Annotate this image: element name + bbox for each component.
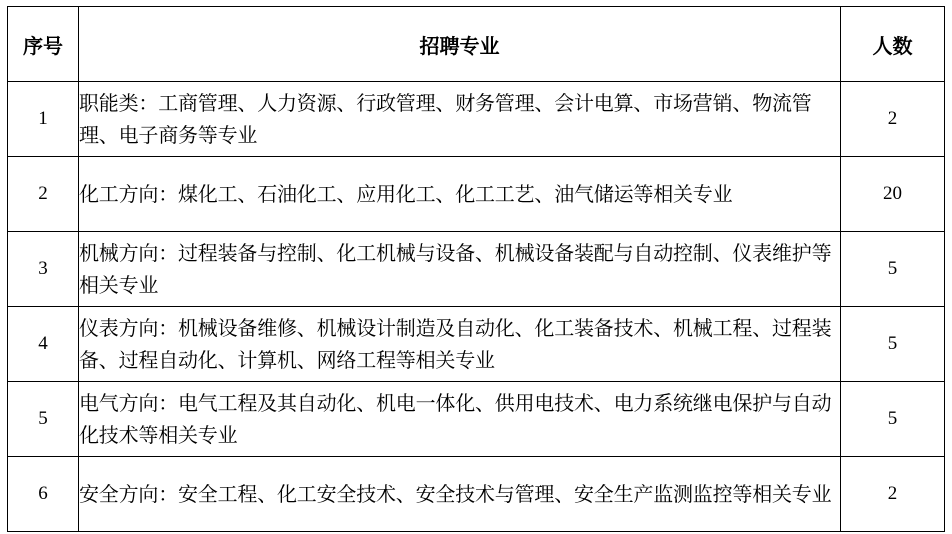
row-number: 3 <box>8 232 79 307</box>
table-row <box>8 232 945 307</box>
row-count: 20 <box>841 157 945 232</box>
header-major: 招聘专业 <box>79 7 841 82</box>
table-row <box>8 382 945 457</box>
row-number: 5 <box>8 382 79 457</box>
row-number: 2 <box>8 157 79 232</box>
row-count: 5 <box>841 382 945 457</box>
table-row <box>8 157 945 232</box>
row-count: 5 <box>841 232 945 307</box>
row-number: 4 <box>8 307 79 382</box>
row-count: 2 <box>841 457 945 532</box>
header-no: 序号 <box>8 7 79 82</box>
recruitment-table <box>7 6 945 532</box>
row-number: 1 <box>8 82 79 157</box>
row-major: 安全方向：安全工程、化工安全技术、安全技术与管理、安全生产监测监控等相关专业 <box>79 457 841 532</box>
header-count: 人数 <box>841 7 945 82</box>
table-row <box>8 457 945 532</box>
row-major: 机械方向：过程装备与控制、化工机械与设备、机械设备装配与自动控制、仪表维护等相关专业 <box>79 232 841 307</box>
table-row <box>8 82 945 157</box>
row-major: 仪表方向：机械设备维修、机械设计制造及自动化、化工装备技术、机械工程、过程装备、过程自动化、计算机、网络工程等相关专业 <box>79 307 841 382</box>
row-count: 2 <box>841 82 945 157</box>
row-count: 5 <box>841 307 945 382</box>
row-major: 化工方向：煤化工、石油化工、应用化工、化工工艺、油气储运等相关专业 <box>79 157 841 232</box>
row-number: 6 <box>8 457 79 532</box>
row-major: 电气方向：电气工程及其自动化、机电一体化、供用电技术、电力系统继电保护与自动化技术等相关专业 <box>79 382 841 457</box>
table-row <box>8 307 945 382</box>
row-major: 职能类：工商管理、人力资源、行政管理、财务管理、会计电算、市场营销、物流管理、电子商务等专业 <box>79 82 841 157</box>
table-header-row <box>8 7 945 82</box>
